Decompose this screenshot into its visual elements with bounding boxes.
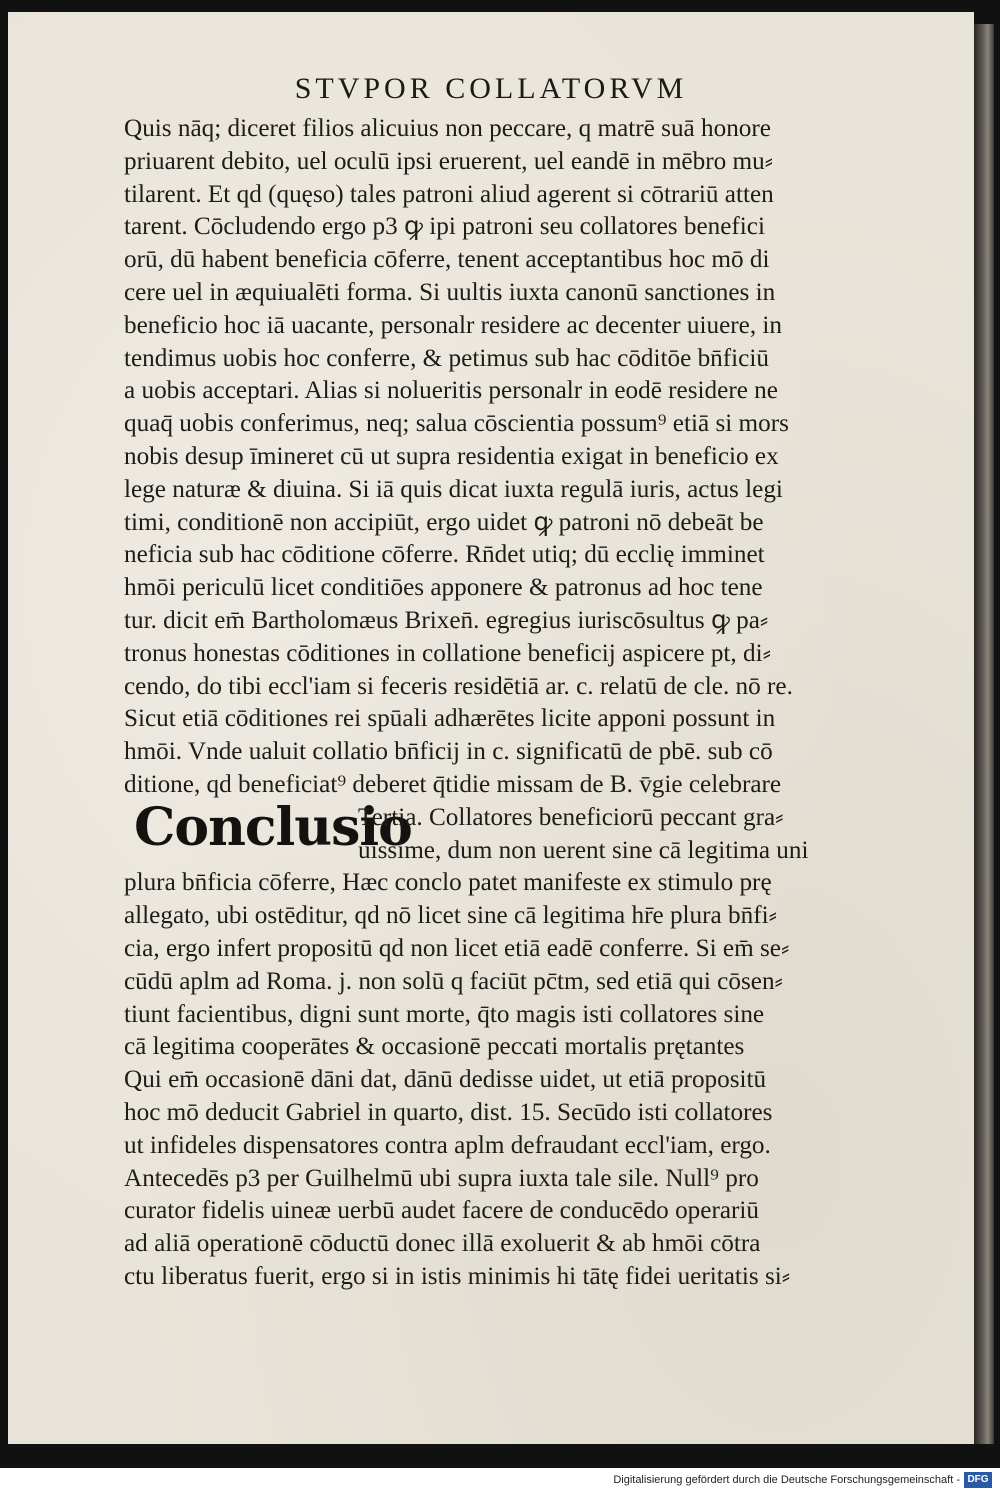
text-line: cere uel in æquiualēti forma. Si uultis iuxta canonū sanctiones in	[124, 278, 776, 306]
text-line: allegato, ubi ostēditur, qd nō licet sine cā legitima hr̄e plura bn̄fi⸗	[124, 902, 777, 930]
book-page	[8, 12, 974, 1444]
page-edge	[974, 24, 994, 1444]
text-line: ad aliā operationē cōductū donec illā exoluerit & ab hmōi cōtra	[124, 1230, 761, 1258]
text-line: hoc mō deducit Gabriel in quarto, dist. 15. Secūdo isti collatores	[124, 1098, 773, 1126]
funding-credit: Digitalisierung gefördert durch die Deutsche Forschungsgemeinschaft -	[613, 1474, 960, 1486]
text-line: curator fidelis uineæ uerbū audet facere de conducēdo operariū	[124, 1197, 759, 1225]
text-line: Qui em̄ occasionē dāni dat, dānū dedisse uidet, ut etiā propositū	[124, 1066, 767, 1094]
text-line: orū, dū habent beneficia cōferre, tenent acceptantibus hoc mō di	[124, 246, 770, 274]
text-line: neficia sub hac cōditione cōferre. Rn̄det utiq; dū ecclię imminet	[124, 541, 765, 569]
text-line: Quis nāq; diceret filios alicuius non peccare, q matrē suā honore	[124, 115, 771, 142]
text-line: ctu liberatus fuerit, ergo si in istis minimis hi tātę fidei ueritatis si⸗	[124, 1262, 791, 1290]
text-line: ditione, qd beneficiat⁹ deberet q̄tidie missam de B. v̄gie celebrare	[124, 770, 782, 798]
text-line: beneficio hoc iā uacante, personalr residere ac decenter uiuere, in	[124, 311, 783, 339]
text-line: plura bn̄ficia cōferre, Hæc conclo patet manifeste ex stimulo prę	[124, 869, 772, 897]
text-line: Antecedēs p3 per Guilhelmū ubi supra iuxta tale sile. Null⁹ pro	[124, 1164, 759, 1192]
dfg-logo: DFG	[964, 1472, 992, 1488]
text-line: hmōi periculū licet conditiōes apponere & patronus ad hoc tene	[124, 574, 763, 602]
text-line: ut infideles dispensatores contra aplm defraudant eccl'iam, ergo.	[124, 1131, 771, 1159]
text-line: cā legitima cooperātes & occasionē peccati mortalis prętantes	[124, 1033, 745, 1061]
text-line: quaq̄ uobis conferimus, neq; salua cōscientia possum⁹ etiā si mors	[124, 410, 789, 438]
text-line: timi, conditionē non accipiūt, ergo uidet ꝙ patroni nō debeāt be	[124, 508, 764, 536]
text-line: tilarent. Et qd (quęso) tales patroni aliud agerent si cōtrariū atten	[124, 180, 774, 208]
text-line: hmōi. Vnde ualuit collatio bn̄ficij in c. significatū de pbē. sub cō	[124, 738, 773, 766]
text-line: cia, ergo infert propositū qd non licet etiā eadē conferre. Si em̄ se⸗	[124, 934, 790, 962]
text-line: uissime, dum non uerent sine cā legitima uni	[358, 836, 809, 864]
text-line: cūdū aplm ad Roma. j. non solū q faciūt pc̄tm, sed etiā qui cōsen⸗	[124, 967, 783, 995]
text-line: lege naturæ & diuina. Si iā quis dicat iuxta regulā iuris, actus legi	[124, 475, 783, 503]
text-line: nobis desup īmineret cū ut supra residentia exigat in beneficio ex	[124, 442, 779, 470]
footer	[0, 1468, 1000, 1494]
text-line: cendo, do tibi eccl'iam si feceris residētiā ar. c. relatū de cle. nō re.	[124, 672, 793, 700]
section-heading: Conclusio	[134, 797, 412, 858]
text-line: Tertia. Collatores beneficiorū peccant gra⸗	[358, 803, 784, 831]
text-line: tur. dicit em̄ Bartholomæus Brixen̄. egregius iuriscōsultus ꝙ pa⸗	[124, 606, 769, 634]
text-line: Sicut etiā cōditiones rei spūali adhærētes licite apponi possunt in	[124, 705, 776, 733]
text-line: tarent. Cōcludendo ergo p3 ꝙ ipi patroni seu collatores benefici	[124, 213, 765, 241]
text-line: a uobis acceptari. Alias si nolueritis personalr in eodē residere ne	[124, 377, 778, 405]
running-head: STVPOR COLLATORVM	[294, 72, 688, 105]
body-text	[124, 113, 904, 1294]
text-line: tendimus uobis hoc conferre, & petimus sub hac cōditōe bn̄ficiū	[124, 344, 769, 372]
text-line: tiunt facientibus, digni sunt morte, q̄to magis isti collatores sine	[124, 1000, 765, 1028]
text-line: tronus honestas cōditiones in collatione beneficij aspicere pt, di⸗	[124, 639, 771, 667]
text-line: priuarent debito, uel oculū ipsi eruerent, uel eandē in mēbro mu⸗	[124, 147, 774, 175]
